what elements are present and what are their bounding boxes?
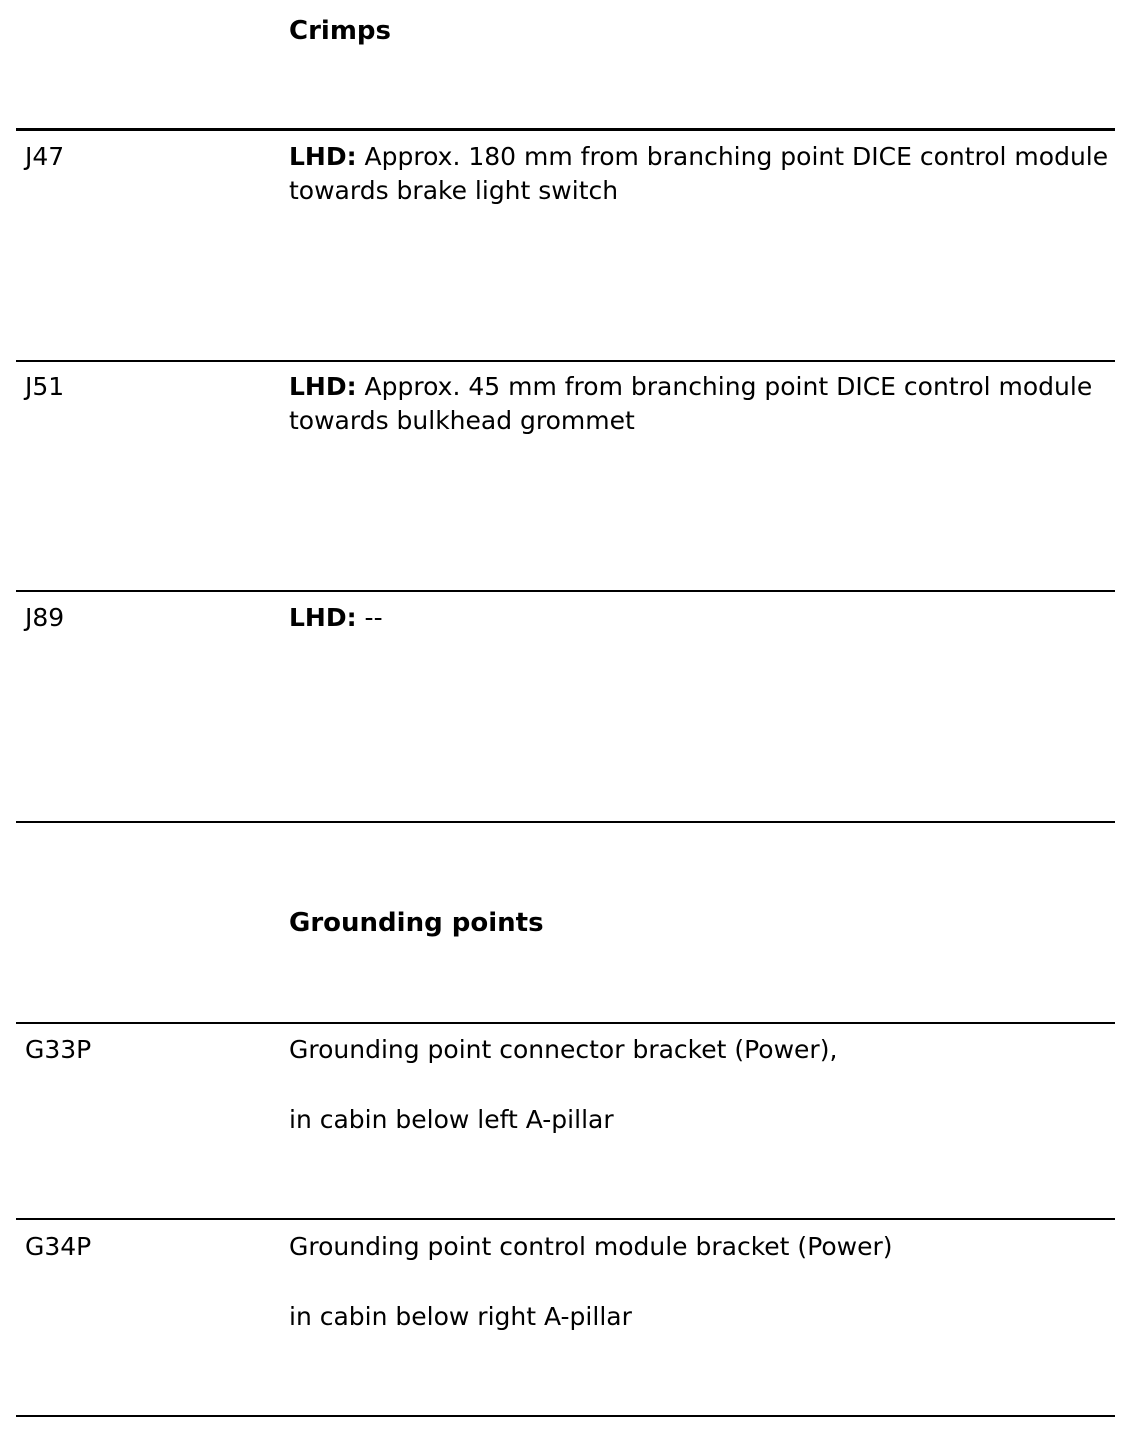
region-label: LHD: (289, 372, 357, 401)
component-description (289, 370, 1119, 438)
table-divider (16, 1022, 1115, 1024)
description-line: in cabin below right A-pillar (289, 1302, 632, 1331)
location-text: -- (356, 603, 383, 632)
section-heading-grounding-points: Grounding points (289, 908, 544, 938)
component-description (289, 1033, 1119, 1137)
location-text: Approx. 180 mm from branching point DICE control module towards brake light switch (289, 142, 1109, 205)
region-label: LHD: (289, 142, 357, 171)
component-code: J51 (25, 372, 65, 401)
table-divider (16, 360, 1115, 362)
description-line: Grounding point control module bracket (Power) (289, 1232, 893, 1261)
table-divider (16, 128, 1115, 131)
component-code: G34P (25, 1232, 92, 1261)
section-heading-crimps: Crimps (289, 16, 391, 46)
region-label: LHD: (289, 603, 357, 632)
component-description (289, 140, 1119, 208)
table-divider (16, 1218, 1115, 1220)
component-code: G33P (25, 1035, 92, 1064)
component-code: J89 (25, 603, 65, 632)
component-description (289, 601, 1119, 635)
table-divider (16, 590, 1115, 592)
description-line: Grounding point connector bracket (Power), (289, 1035, 838, 1064)
table-divider (16, 1415, 1115, 1417)
table-divider (16, 821, 1115, 823)
description-line: in cabin below left A-pillar (289, 1105, 614, 1134)
component-description (289, 1230, 1119, 1334)
location-text: Approx. 45 mm from branching point DICE control module towards bulkhead grommet (289, 372, 1093, 435)
component-code: J47 (25, 142, 65, 171)
